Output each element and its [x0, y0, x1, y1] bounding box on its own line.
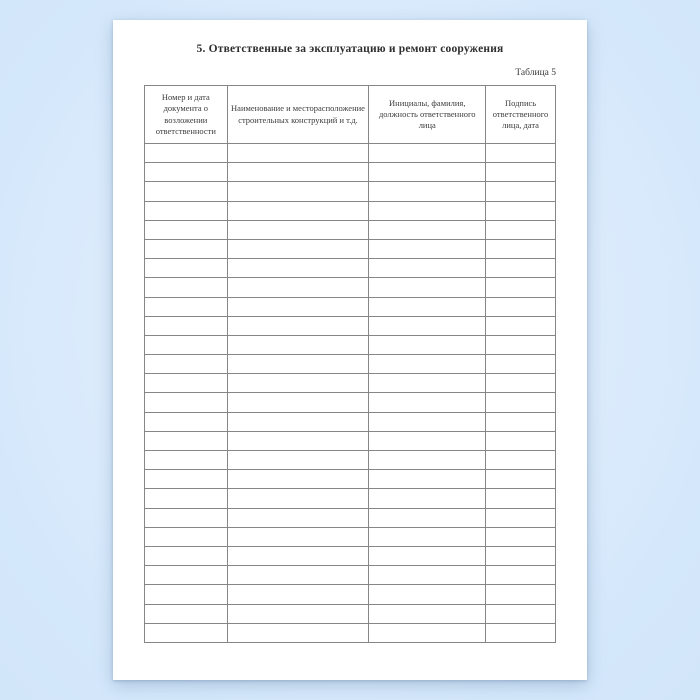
table-body: [145, 144, 556, 643]
table-row: [145, 412, 556, 431]
empty-cell: [145, 489, 228, 508]
section-title: 5. Ответственные за эксплуатацию и ремонт сооружения: [196, 43, 504, 55]
empty-cell: [486, 163, 556, 182]
empty-cell: [369, 163, 486, 182]
empty-cell: [145, 239, 228, 258]
empty-cell: [369, 182, 486, 201]
empty-cell: [227, 201, 369, 220]
empty-cell: [227, 527, 369, 546]
empty-cell: [486, 355, 556, 374]
empty-cell: [369, 278, 486, 297]
empty-cell: [145, 623, 228, 642]
table-row: [145, 239, 556, 258]
empty-cell: [486, 508, 556, 527]
table-row: [145, 335, 556, 354]
table-row: [145, 182, 556, 201]
table-row: [145, 201, 556, 220]
empty-cell: [369, 623, 486, 642]
empty-cell: [486, 527, 556, 546]
empty-cell: [227, 220, 369, 239]
empty-cell: [227, 431, 369, 450]
empty-cell: [227, 412, 369, 431]
empty-cell: [486, 335, 556, 354]
table-row: [145, 451, 556, 470]
empty-cell: [486, 412, 556, 431]
empty-cell: [486, 297, 556, 316]
empty-cell: [227, 278, 369, 297]
empty-cell: [145, 374, 228, 393]
empty-cell: [227, 239, 369, 258]
empty-cell: [486, 182, 556, 201]
empty-cell: [486, 451, 556, 470]
table-row: [145, 355, 556, 374]
empty-cell: [486, 566, 556, 585]
table-row: [145, 316, 556, 335]
empty-cell: [145, 297, 228, 316]
empty-cell: [227, 546, 369, 565]
empty-cell: [145, 431, 228, 450]
table-row: [145, 566, 556, 585]
empty-cell: [145, 335, 228, 354]
empty-cell: [486, 585, 556, 604]
table-row: [145, 393, 556, 412]
empty-cell: [369, 604, 486, 623]
empty-cell: [486, 374, 556, 393]
empty-cell: [145, 220, 228, 239]
table-row: [145, 144, 556, 163]
empty-cell: [369, 355, 486, 374]
empty-cell: [145, 355, 228, 374]
empty-cell: [369, 374, 486, 393]
column-header-document-number: Номер и дата документа о возложении ответственности: [145, 86, 228, 144]
empty-cell: [227, 470, 369, 489]
empty-cell: [227, 393, 369, 412]
column-header-structure-name: Наименование и месторасположение строительных конструкций и т.д.: [227, 86, 369, 144]
empty-cell: [227, 489, 369, 508]
empty-cell: [486, 431, 556, 450]
table-row: [145, 374, 556, 393]
document-page: [113, 20, 587, 680]
table-row: [145, 470, 556, 489]
empty-cell: [145, 470, 228, 489]
empty-cell: [369, 431, 486, 450]
empty-cell: [369, 451, 486, 470]
empty-cell: [369, 470, 486, 489]
table-row: [145, 508, 556, 527]
empty-cell: [369, 144, 486, 163]
empty-cell: [486, 144, 556, 163]
table-row: [145, 623, 556, 642]
table-row: [145, 220, 556, 239]
empty-cell: [145, 316, 228, 335]
table-row: [145, 259, 556, 278]
empty-cell: [145, 201, 228, 220]
empty-cell: [145, 163, 228, 182]
empty-cell: [145, 412, 228, 431]
empty-cell: [369, 393, 486, 412]
empty-cell: [486, 489, 556, 508]
table-row: [145, 546, 556, 565]
empty-cell: [486, 470, 556, 489]
empty-cell: [145, 527, 228, 546]
empty-cell: [227, 508, 369, 527]
empty-cell: [145, 604, 228, 623]
empty-cell: [227, 259, 369, 278]
empty-cell: [369, 489, 486, 508]
empty-cell: [486, 201, 556, 220]
table-row: [145, 431, 556, 450]
empty-cell: [145, 259, 228, 278]
empty-cell: [369, 259, 486, 278]
empty-cell: [227, 335, 369, 354]
table-row: [145, 278, 556, 297]
empty-cell: [369, 239, 486, 258]
empty-cell: [486, 259, 556, 278]
empty-cell: [227, 604, 369, 623]
empty-cell: [486, 316, 556, 335]
empty-cell: [227, 182, 369, 201]
table-row: [145, 585, 556, 604]
empty-cell: [227, 623, 369, 642]
empty-cell: [227, 297, 369, 316]
empty-cell: [486, 239, 556, 258]
table-row: [145, 527, 556, 546]
empty-cell: [369, 566, 486, 585]
empty-cell: [369, 316, 486, 335]
responsibility-table: [144, 85, 556, 643]
empty-cell: [227, 451, 369, 470]
empty-cell: [369, 508, 486, 527]
empty-cell: [486, 546, 556, 565]
empty-cell: [145, 546, 228, 565]
empty-cell: [369, 412, 486, 431]
empty-cell: [486, 393, 556, 412]
column-header-signature: Подпись ответственного лица, дата: [486, 86, 556, 144]
empty-cell: [486, 220, 556, 239]
empty-cell: [227, 566, 369, 585]
empty-cell: [227, 374, 369, 393]
table-row: [145, 163, 556, 182]
empty-cell: [145, 566, 228, 585]
empty-cell: [145, 451, 228, 470]
empty-cell: [227, 144, 369, 163]
empty-cell: [227, 585, 369, 604]
table-header-row: [145, 86, 556, 144]
empty-cell: [486, 278, 556, 297]
empty-cell: [369, 220, 486, 239]
empty-cell: [369, 546, 486, 565]
empty-cell: [369, 527, 486, 546]
empty-cell: [145, 393, 228, 412]
empty-cell: [369, 335, 486, 354]
empty-cell: [145, 182, 228, 201]
table-row: [145, 297, 556, 316]
empty-cell: [486, 604, 556, 623]
empty-cell: [145, 508, 228, 527]
empty-cell: [145, 278, 228, 297]
empty-cell: [369, 585, 486, 604]
empty-cell: [145, 585, 228, 604]
empty-cell: [369, 201, 486, 220]
column-header-responsible-person: Инициалы, фамилия, должность ответственного лица: [369, 86, 486, 144]
empty-cell: [227, 316, 369, 335]
empty-cell: [369, 297, 486, 316]
empty-cell: [486, 623, 556, 642]
table-caption: Таблица 5: [515, 68, 556, 78]
table-row: [145, 489, 556, 508]
empty-cell: [227, 355, 369, 374]
empty-cell: [145, 144, 228, 163]
table-row: [145, 604, 556, 623]
empty-cell: [227, 163, 369, 182]
